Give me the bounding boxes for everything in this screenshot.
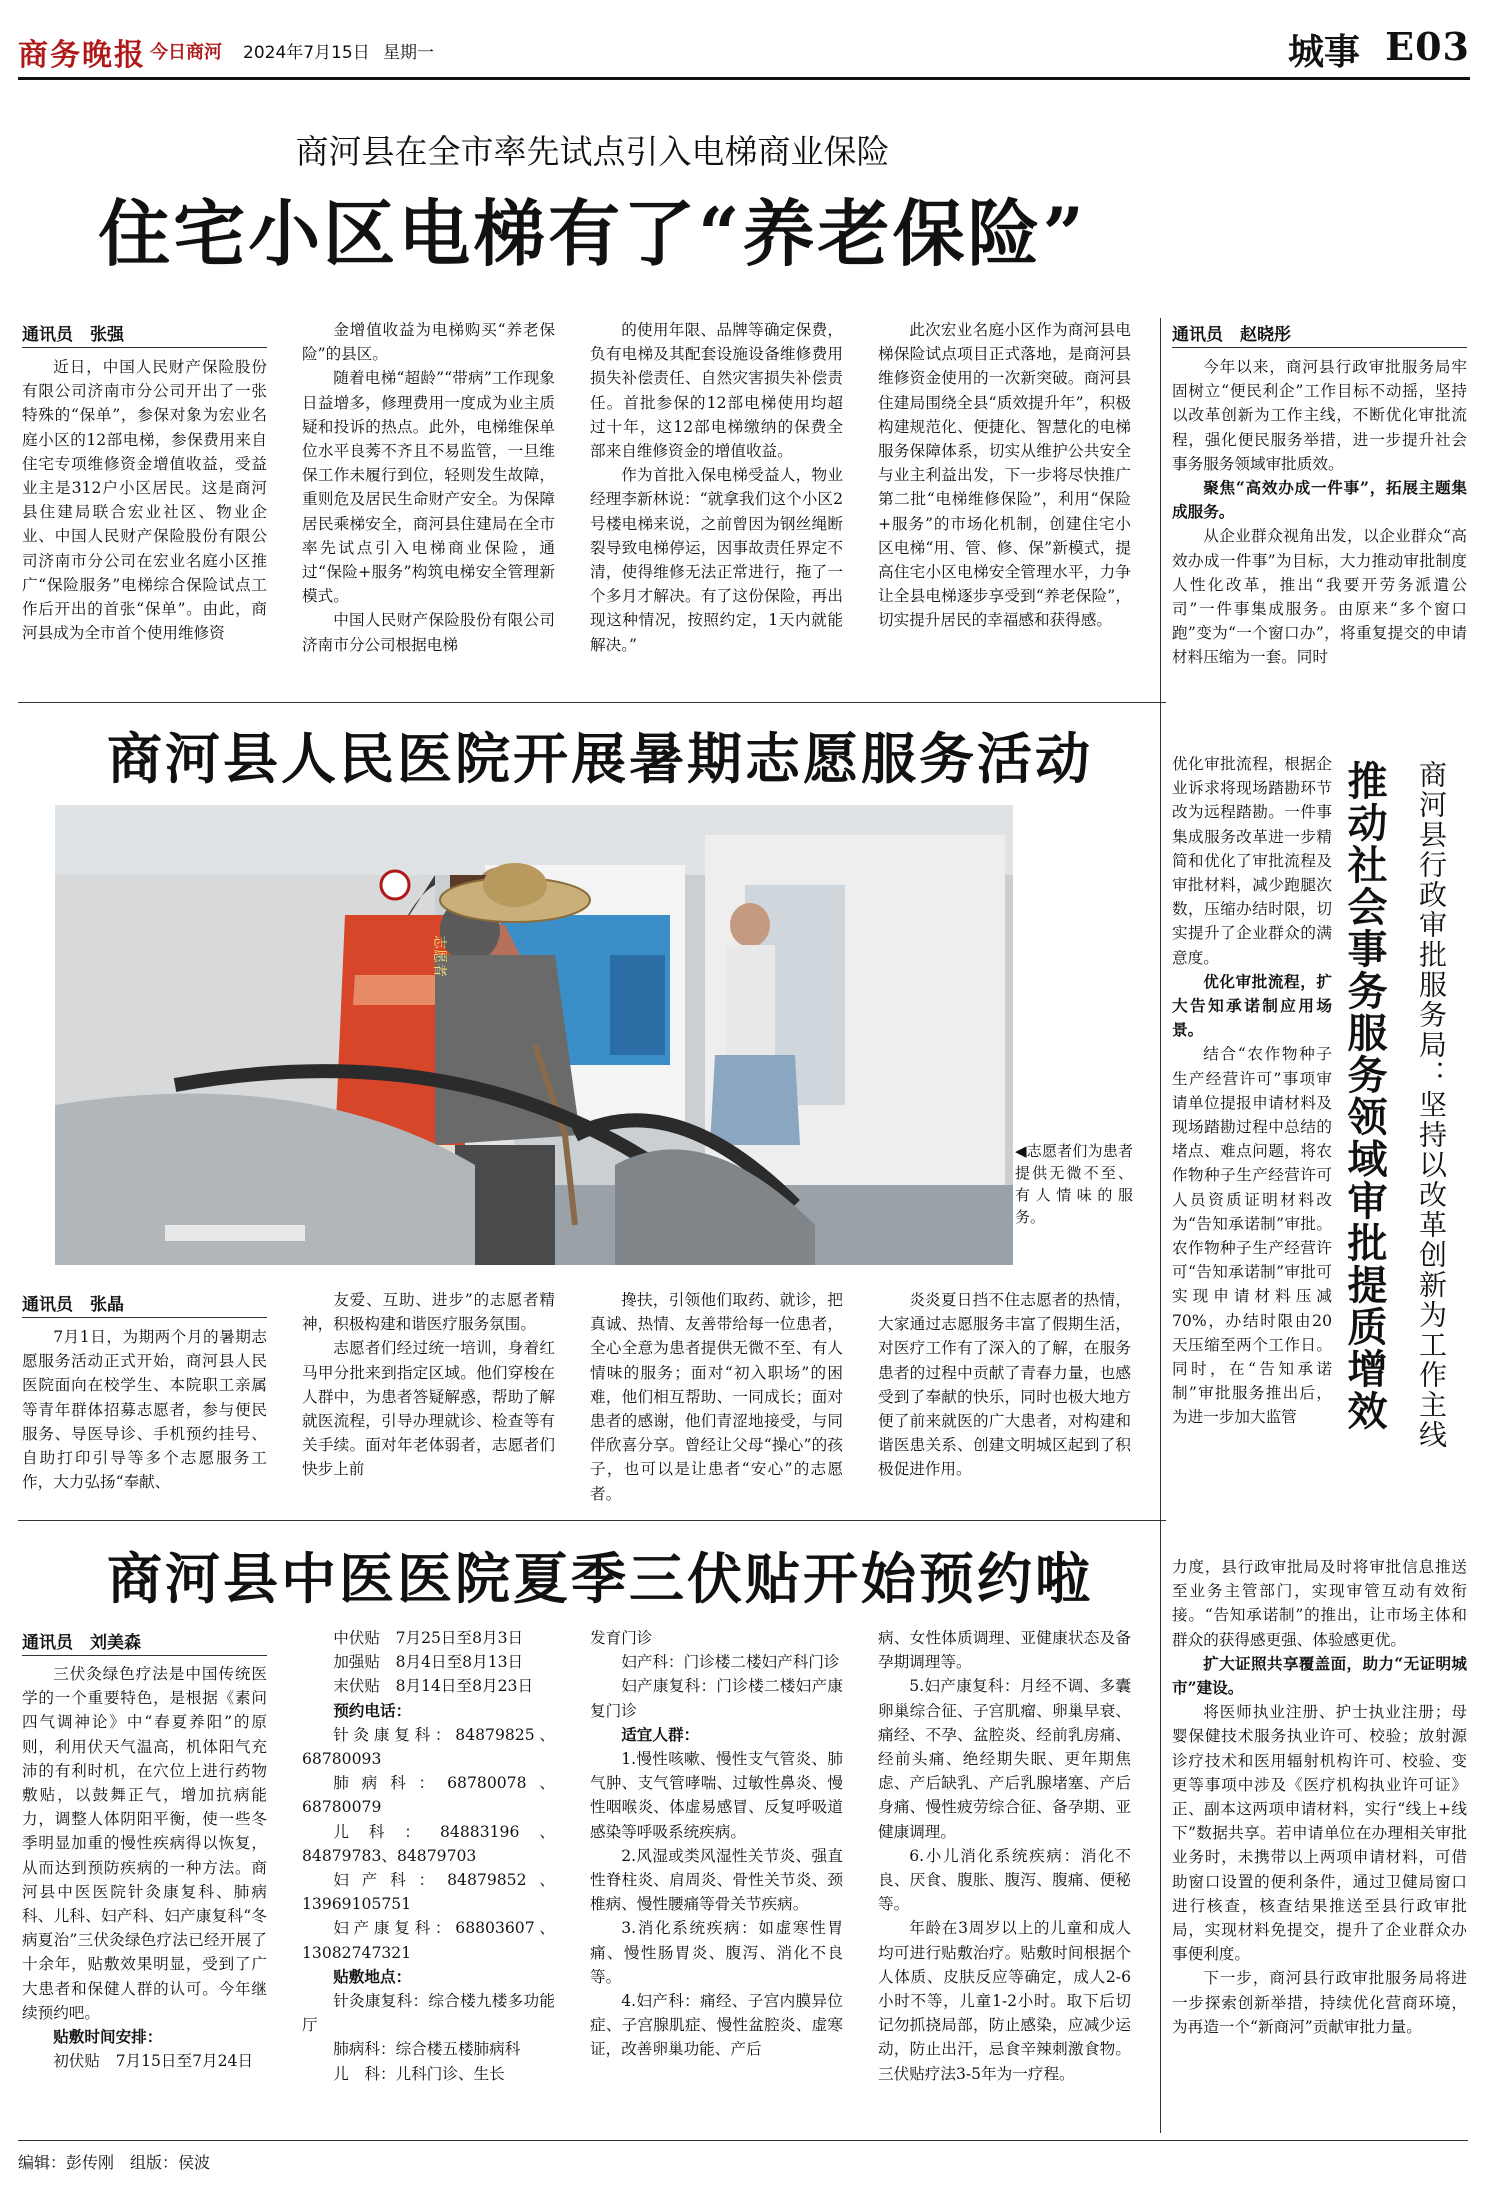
paragraph: 的使用年限、品牌等确定保费，负有电梯及其配套设施设备维修费用损失补偿责任、自然灾害损失补偿责任。首批参保的12部电梯使用均超过十年，这12部电梯缴纳的保费全部来自维修资金的增值收益。 [590,321,843,461]
article2-col2 [302,1288,555,1507]
paragraph: 将医师执业注册、护士执业注册；母婴保健技术服务执业许可、校验；放射源诊疗技术和医用辐射机构许可、校验、变更等事项中涉及《医疗机构执业许可证》正、副本这两项申请材料，实行“线上+线下”数据共享。若申请单位在办理相关审批业务时，未携带以上两项申请材料，可借助窗口设置的便利条件，通过卫健局窗口进行核查，核查结果推送至县行政审批局，实现材料免提交，提升了企业群众办事便利度。 [1172,1703,1467,1964]
article1-col4 [878,318,1131,690]
paragraph: 金增值收益为电梯购买“养老保险”的县区。 [302,321,555,364]
paragraph: 儿 科：儿科门诊、生长 [333,2064,505,2083]
paragraph: 下一步，商河县行政审批服务局将进一步探索创新举措，持续优化营商环境，为再造一个“新商河”贡献审批力量。 [1172,1969,1467,2036]
footer-rule [18,2140,1468,2141]
article4-byline: 通讯员 赵晓彤 [1172,320,1467,348]
vest-text: 志愿者 [431,935,447,977]
paragraph: 年龄在3周岁以上的儿童和成人均可进行贴敷治疗。贴敷时间根据个人体质、皮肤反应等确定，成人2-6小时不等，儿童1-2小时。取下后切记勿抓挠局部，防止感染，应减少运动，防止出汗，忌食辛辣刺激食物。三伏贴疗法3-5年为一疗程。 [878,1919,1131,2083]
paragraph: 从企业群众视角出发，以企业群众“高效办成一件事”为目标，大力推动审批制度人性化改革，推出“我要开劳务派遣公司”一件事集成服务。由原来“多个窗口跑”变为“一个窗口办”，将重复提交的申请材料压缩为一套。同时 [1172,527,1467,667]
article4-narrow [1172,752,1332,1552]
paragraph: 扩大证照共享覆盖面，助力“无证明城市”建设。 [1172,1653,1467,1698]
page-footer: 编辑：彭传刚 组版：侯波 [18,2153,211,2172]
article2-col3 [590,1288,843,1507]
paragraph: 6.小儿消化系统疾病：消化不良、厌食、腹胀、腹泻、腹痛、便秘等。 [878,1846,1131,1914]
article1-byline: 通讯员 张强 [22,320,267,348]
paragraph: 5.妇产康复科：月经不调、多囊卵巢综合征、子宫肌瘤、卵巢早衰、痛经、不孕、盆腔炎、经前乳房痛、经前头痛、绝经期失眠、更年期焦虑、产后缺乳、产后乳腺堵塞、产后身痛、慢性疲劳综合征、备孕期、亚健康调理。 [878,1677,1131,1841]
paragraph: 4.妇产科：痛经、子宫内膜异位症、子宫腺肌症、慢性盆腔炎、虚寒证，改善卵巢功能、产后 [590,1992,843,2059]
paragraph: 三伏灸绿色疗法是中国传统医学的一个重要特色，是根据《素问四气调神论》中“春夏养阳”的原则，利用伏天气温高，机体阳气充沛的有利时机，在穴位上进行药物敷贴，以鼓舞正气，增加抗病能力，调整人体阴阳平衡，使一些冬季明显加重的慢性疾病得以恢复，从而达到预防疾病的一种方法。商河县中医医院针灸康复科、肺病科、儿科、妇产科、妇产康复科“冬病夏治”三伏灸绿色疗法已经开展了十余年，贴敷效果明显，受到了广大患者和保健人群的认可。今年继续预约吧。 [22,1665,267,2022]
paragraph: 优化审批流程，扩大告知承诺制应用场景。 [1172,971,1332,1040]
article3-title: 商河县中医医院夏季三伏贴开始预约啦 [106,1546,1093,1611]
paragraph: 末伏贴 8月14日至8月23日 [333,1677,534,1696]
article2-title: 商河县人民医院开展暑期志愿服务活动 [106,726,1093,791]
article1-subtitle: 商河县在全市率先试点引入电梯商业保险 [295,132,890,171]
paragraph: 预约电话： [333,1700,412,1720]
article4-bottom [1172,1555,1467,2133]
paragraph: 中伏贴 7月25日至8月3日 [333,1629,524,1647]
paragraph: 作为首批入保电梯受益人，物业经理李新林说：“就拿我们这个小区2号楼电梯来说，之前曾因为钢丝绳断裂导致电梯停运，因事故责任界定不清，使得维修无法正常进行，拖了一个多月才解决。有了这份保险，再出现这种情况，按照约定，1天内就能解决。” [590,466,843,654]
article4-subtitle: 商河县行政审批服务局：坚持以改革创新为工作主线 [1415,760,1448,1450]
paragraph: 聚焦“高效办成一件事”，拓展主题集成服务。 [1172,478,1467,522]
page-number: E03 [1385,24,1470,69]
article1-col3 [590,318,843,690]
paragraph: 妇产康复科：门诊楼二楼妇产康复门诊 [590,1677,843,1720]
article2-col4 [878,1288,1131,1507]
paragraph: 随着电梯“超龄”“带病”工作现象日益增多，修理费用一度成为业主质疑和投诉的热点。此外，电梯维保单位水平良莠不齐且不易监管，一旦维保工作未履行到位，轻则发生故障，重则危及居民生命财产安全。为保障居民乘梯安全，商河县住建局在全市率先试点引入电梯商业保险，通过“保险+服务”构筑电梯安全管理新模式。 [302,369,555,606]
paragraph: 初伏贴 7月15日至7月24日 [53,2052,254,2071]
article3-col4 [878,1626,1131,2132]
column-divider [1160,318,1161,2133]
paragraph: 炎炎夏日挡不住志愿者的热情，大家通过志愿服务丰富了假期生活，对医疗工作有了深入的了解，在服务患者的过程中贡献了青春力量，也感受到了奉献的快乐，同时也极大地方便了前来就医的广大患者，对构建和谐医患关系、创建文明城区起到了积极促进作用。 [878,1291,1131,1479]
paragraph: 今年以来，商河县行政审批服务局牢固树立“便民利企”工作目标不动摇，坚持以改革创新为工作主线，不断优化审批流程，强化便民服务举措，进一步提升社会事务服务领域审批质效。 [1172,358,1467,473]
article1-col2 [302,318,555,690]
paragraph: 妇产康复科：68803607、13082747321 [302,1919,555,1962]
paragraph: 2.风湿或类风湿性关节炎、强直性脊柱炎、肩周炎、骨性关节炎、颈椎病、慢性腰痛等骨关节疾病。 [590,1846,843,1914]
paragraph: 中国人民财产保险股份有限公司济南市分公司根据电梯 [302,611,555,654]
article1-title: 住宅小区电梯有了“养老保险” [98,191,1087,276]
paragraph: 贴敷地点： [333,1966,412,1986]
paragraph: 病、女性体质调理、亚健康状态及备孕期调理等。 [878,1629,1131,1672]
issue-date: 2024年7月15日 [243,43,370,63]
page-header [18,18,1470,80]
article4-top [1172,355,1467,750]
paragraph: 7月1日，为期两个月的暑期志愿服务活动正式开始，商河县人民医院面向在校学生、本院职工亲属等青年群体招募志愿者，参与便民服务、导医导诊、手机预约挂号、自助打印引导等多个志愿服务工作，大力弘扬“奉献、 [22,1328,267,1492]
paragraph: 贴敷时间安排： [53,2027,163,2047]
paragraph: 力度，县行政审批局及时将审批信息推送至业务主管部门，实现审管互动有效衔接。“告知承诺制”的推出，让市场主体和群众的获得感更强、体验感更优。 [1172,1558,1467,1649]
article3-col1 [22,1662,267,2132]
volunteer-photo [55,805,1013,1265]
section-name: 城事 [1287,31,1360,73]
article3-byline: 通讯员 刘美森 [22,1628,267,1656]
paragraph: 志愿者们经过统一培训，身着红马甲分批来到指定区域。他们穿梭在人群中，为患者答疑解惑，帮助了解就医流程，引导办理就诊、检查等有关手续。面对年老体弱者，志愿者们快步上前 [302,1339,555,1479]
paragraph: 针灸康复科：84879825、68780093 [302,1725,555,1769]
article1-col1 [22,355,267,690]
article2-byline: 通讯员 张晶 [22,1290,267,1318]
paragraph: 肺病科：综合楼五楼肺病科 [333,2040,521,2059]
paragraph: 搀扶，引领他们取药、就诊，把真诚、热情、友善带给每一位患者，全心全意为患者提供无微不至、有人情味的服务；面对“初入职场”的困难，他们相互帮助、一同成长；面对患者的感谢，他们青涩地接受，与同伴欣喜分享。曾经让父母“操心”的孩子，也可以是让患者“安心”的志愿者。 [590,1291,843,1503]
paragraph: 优化审批流程，根据企业诉求将现场踏勘环节改为远程踏勘。一件事集成服务改革进一步精简和优化了审批流程及审批材料，减少跑腿次数，压缩办结时限，切实提升了企业群众的满意度。 [1172,755,1332,967]
paragraph: 1.慢性咳嗽、慢性支气管炎、肺气肿、支气管哮喘、过敏性鼻炎、慢性咽喉炎、体虚易感冒、反复呼吸道感染等呼吸系统疾病。 [590,1750,843,1841]
paragraph: 肺病科：68780078、68780079 [302,1774,555,1817]
volunteer-photo-illustration [55,805,1013,1265]
paragraph: 近日，中国人民财产保险股份有限公司济南市分公司开出了一张特殊的“保单”，参保对象为宏业名庭小区的12部电梯，参保费用来自住宅专项维修资金增值收益，受益业主是312户小区居民。这是商河县住建局联合宏业社区、物业企业、中国人民财产保险股份有限公司济南市分公司在宏业名庭小区推广“保险服务”电梯综合保险试点工作后开出的首张“保单”。由此，商河县成为全市首个使用维修资 [22,358,267,643]
article3-col3 [590,1626,843,2132]
paragraph: 友爱、互助、进步”的志愿者精神，积极构建和谐医疗服务氛围。 [302,1291,555,1334]
article2-col1 [22,1325,267,1507]
paragraph: 妇产科：门诊楼二楼妇产科门诊 [621,1653,840,1672]
divider [18,1520,1166,1521]
paragraph: 加强贴 8月4日至8月13日 [333,1653,524,1672]
article4-title: 推动社会事务服务领域审批提质增效 [1341,760,1388,1432]
paragraph: 妇产科：84879852、13969105751 [302,1871,555,1914]
paragraph: 针灸康复科：综合楼九楼多功能厅 [302,1992,555,2035]
divider [18,702,1166,703]
paragraph: 此次宏业名庭小区作为商河县电梯保险试点项目正式落地，是商河县维修资金使用的一次新突破。商河县住建局围绕全县“质效提升年”，积极构建规范化、便捷化、智慧化的电梯服务保障体系，切实从维护公共安全与业主利益出发，下一步将尽快推广第二批“电梯维修保险”，利用“保险+服务”的市场化机制，创建住宅小区电梯“用、管、修、保”新模式，提高住宅小区电梯安全管理水平，力争让全县电梯逐步享受到“养老保险”，切实提升居民的幸福感和获得感。 [878,321,1131,630]
edition-name: 今日商河 [150,42,222,63]
paragraph: 儿科：84883196、84879783、84879703 [302,1822,555,1865]
paragraph: 结合“农作物种子生产经营许可”事项审请单位提报申请材料及现场踏勘过程中总结的堵点、难点问题，将农作物种子生产经营许可人员资质证明材料改为“告知承诺制”审批。农作物种子生产经营许可“告知承诺制”审批可实现申请材料压减70%，办结时限由20天压缩至两个工作日。同时，在“告知承诺制”审批服务推出后，为进一步加大监管 [1172,1045,1332,1427]
newspaper-logo: 商务晚报 [18,38,146,73]
article3-col2 [302,1626,555,2132]
issue-weekday: 星期一 [383,43,434,63]
paragraph: 适宜人群： [621,1724,700,1744]
paragraph: 3.消化系统疾病：如虚寒性胃痛、慢性肠胃炎、腹泻、消化不良等。 [590,1919,843,1986]
photo-caption: ◀志愿者们为患者提供无微不至、有人情味的服务。 [1015,1142,1133,1226]
paragraph: 发育门诊 [590,1629,653,1647]
